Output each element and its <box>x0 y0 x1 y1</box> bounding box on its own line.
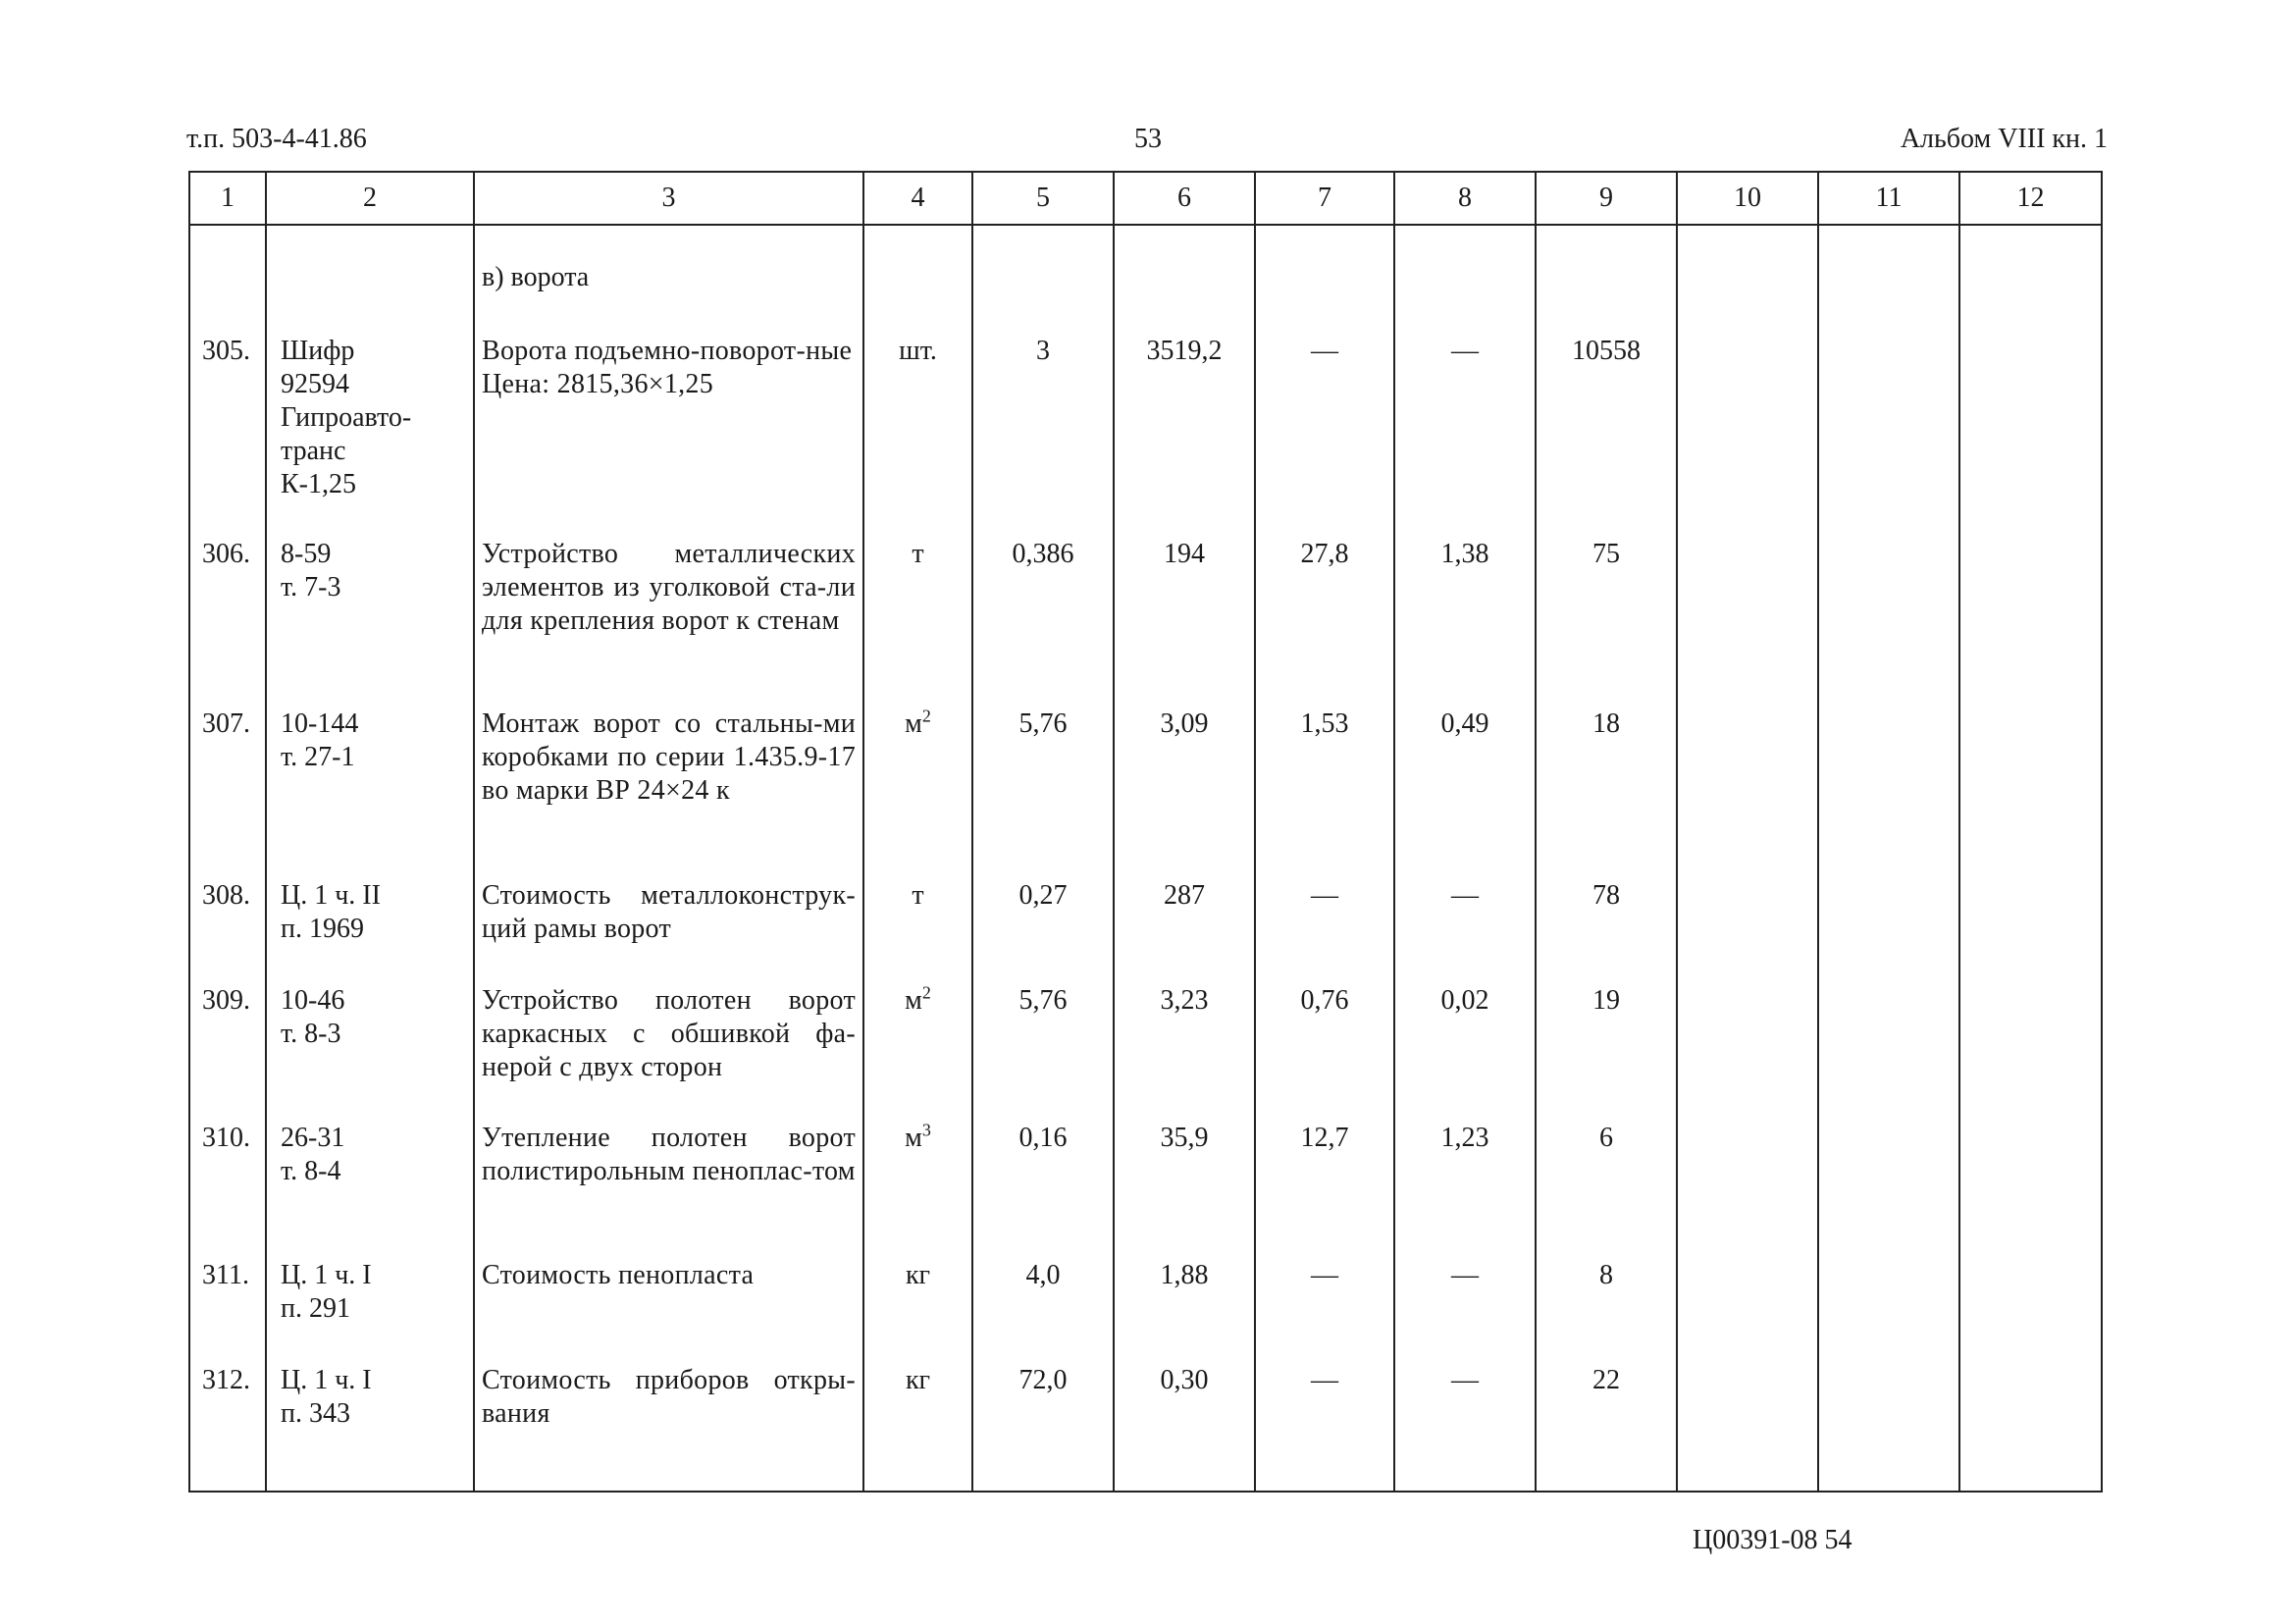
row-number: 309. <box>189 984 266 1122</box>
rate-code: Ц. 1 ч. I п. 343 <box>266 1364 474 1492</box>
row-number: 305. <box>189 335 266 538</box>
machine-wages: 1,38 <box>1394 538 1536 707</box>
row-number: 310. <box>189 1122 266 1259</box>
rate-code: Ц. 1 ч. I п. 291 <box>266 1259 474 1364</box>
quantity: 72,0 <box>972 1364 1114 1492</box>
column-numbers-row <box>189 172 2102 225</box>
machine-wages: — <box>1394 1364 1536 1492</box>
header-doc-code: т.п. 503-4-41.86 <box>186 124 367 154</box>
unit-text: шт. <box>899 336 937 366</box>
header-album: Альбом VIII кн. 1 <box>1900 124 2108 154</box>
unit-text: т <box>912 880 924 911</box>
wages-cost: 12,7 <box>1255 1122 1394 1259</box>
unit-text: м <box>905 708 922 739</box>
total-cost: 75 <box>1536 538 1677 707</box>
unit <box>863 707 972 879</box>
row-number: 306. <box>189 538 266 707</box>
footer-doc-code: Ц00391-08 54 <box>1693 1525 1852 1555</box>
quantity: 5,76 <box>972 984 1114 1122</box>
empty-cell <box>1677 1259 1818 1364</box>
empty-cell <box>1959 984 2102 1122</box>
table-row <box>189 984 2102 1122</box>
empty-cell <box>1818 538 1959 707</box>
empty-cell <box>1959 1122 2102 1259</box>
wages-cost: 0,76 <box>1255 984 1394 1122</box>
section-row <box>189 225 2102 335</box>
column-header: 9 <box>1536 172 1677 225</box>
rate-code: 26-31 т. 8-4 <box>266 1122 474 1259</box>
empty-cell <box>1959 879 2102 984</box>
unit <box>863 984 972 1122</box>
unit-text: т <box>912 539 924 569</box>
empty-cell <box>1818 1364 1959 1492</box>
machine-wages: — <box>1394 335 1536 538</box>
column-header: 3 <box>474 172 863 225</box>
empty-cell <box>1818 335 1959 538</box>
unit-exponent: 3 <box>921 1120 931 1140</box>
total-cost: 18 <box>1536 707 1677 879</box>
machine-wages: 0,49 <box>1394 707 1536 879</box>
unit-text: м <box>905 1123 922 1153</box>
column-header: 8 <box>1394 172 1536 225</box>
table-row <box>189 1364 2102 1492</box>
unit-cost: 3,23 <box>1114 984 1255 1122</box>
quantity: 0,27 <box>972 879 1114 984</box>
empty-cell <box>1677 335 1818 538</box>
total-cost: 8 <box>1536 1259 1677 1364</box>
unit-cost: 287 <box>1114 879 1255 984</box>
unit <box>863 1259 972 1364</box>
row-number: 307. <box>189 707 266 879</box>
column-header: 1 <box>189 172 266 225</box>
table-row <box>189 879 2102 984</box>
wages-cost: — <box>1255 879 1394 984</box>
row-number: 311. <box>189 1259 266 1364</box>
unit-cost: 1,88 <box>1114 1259 1255 1364</box>
table-row <box>189 538 2102 707</box>
work-description: Стоимость металлоконструк-ций рамы ворот <box>474 879 863 984</box>
unit <box>863 1122 972 1259</box>
row-number: 308. <box>189 879 266 984</box>
empty-cell <box>1818 984 1959 1122</box>
table-row <box>189 1259 2102 1364</box>
unit-cost: 0,30 <box>1114 1364 1255 1492</box>
unit-exponent: 2 <box>921 706 931 726</box>
column-header: 6 <box>1114 172 1255 225</box>
column-header: 2 <box>266 172 474 225</box>
unit <box>863 335 972 538</box>
rate-code: Шифр 92594 Гипроавто- транс К-1,25 <box>266 335 474 538</box>
quantity: 4,0 <box>972 1259 1114 1364</box>
column-header: 12 <box>1959 172 2102 225</box>
column-header: 7 <box>1255 172 1394 225</box>
section-title: в) ворота <box>474 225 863 335</box>
work-description: Устройство полотен ворот каркасных с обшивкой фа-нерой с двух сторон <box>474 984 863 1122</box>
unit-text: кг <box>905 1365 931 1395</box>
empty-cell <box>1959 707 2102 879</box>
total-cost: 6 <box>1536 1122 1677 1259</box>
wages-cost: — <box>1255 1364 1394 1492</box>
unit-cost: 3,09 <box>1114 707 1255 879</box>
row-number: 312. <box>189 1364 266 1492</box>
unit <box>863 538 972 707</box>
rate-code: 10-46 т. 8-3 <box>266 984 474 1122</box>
machine-wages: — <box>1394 1259 1536 1364</box>
unit-cost: 194 <box>1114 538 1255 707</box>
wages-cost: — <box>1255 1259 1394 1364</box>
empty-cell <box>1677 1364 1818 1492</box>
total-cost: 19 <box>1536 984 1677 1122</box>
table-row <box>189 1122 2102 1259</box>
column-header: 10 <box>1677 172 1818 225</box>
machine-wages: 0,02 <box>1394 984 1536 1122</box>
column-header: 4 <box>863 172 972 225</box>
unit-text: м <box>905 985 922 1016</box>
empty-cell <box>1818 1122 1959 1259</box>
empty-cell <box>1677 707 1818 879</box>
wages-cost: 1,53 <box>1255 707 1394 879</box>
wages-cost: 27,8 <box>1255 538 1394 707</box>
empty-cell <box>1677 1122 1818 1259</box>
empty-cell <box>1818 1259 1959 1364</box>
empty-cell <box>1818 879 1959 984</box>
work-description: Стоимость пенопласта <box>474 1259 863 1364</box>
unit-cost: 3519,2 <box>1114 335 1255 538</box>
quantity: 0,386 <box>972 538 1114 707</box>
quantity: 5,76 <box>972 707 1114 879</box>
work-description: Утепление полотен ворот полистирольным пеноплас-том <box>474 1122 863 1259</box>
table-row <box>189 335 2102 538</box>
unit <box>863 1364 972 1492</box>
machine-wages: 1,23 <box>1394 1122 1536 1259</box>
rate-code: 10-144 т. 27-1 <box>266 707 474 879</box>
empty-cell <box>1677 984 1818 1122</box>
work-description: Устройство металлических элементов из уголковой ста-ли для крепления ворот к стенам <box>474 538 863 707</box>
wages-cost: — <box>1255 335 1394 538</box>
empty-cell <box>1677 879 1818 984</box>
quantity: 0,16 <box>972 1122 1114 1259</box>
work-description: Стоимость приборов откры-вания <box>474 1364 863 1492</box>
empty-cell <box>1959 1259 2102 1364</box>
rate-code: 8-59 т. 7-3 <box>266 538 474 707</box>
empty-cell <box>1818 707 1959 879</box>
empty-cell <box>1959 538 2102 707</box>
unit-text: кг <box>905 1260 931 1290</box>
rate-code: Ц. 1 ч. II п. 1969 <box>266 879 474 984</box>
column-header: 5 <box>972 172 1114 225</box>
work-description: Ворота подъемно-поворот-ные Цена: 2815,36×1,25 <box>474 335 863 538</box>
table-row <box>189 707 2102 879</box>
empty-cell <box>1959 1364 2102 1492</box>
work-description: Монтаж ворот со стальны-ми коробками по серии 1.435.9-17 во марки ВР 24×24 к <box>474 707 863 879</box>
unit <box>863 879 972 984</box>
total-cost: 10558 <box>1536 335 1677 538</box>
quantity: 3 <box>972 335 1114 538</box>
header-page-number: 53 <box>1134 124 1162 154</box>
column-header: 11 <box>1818 172 1959 225</box>
total-cost: 78 <box>1536 879 1677 984</box>
machine-wages: — <box>1394 879 1536 984</box>
total-cost: 22 <box>1536 1364 1677 1492</box>
unit-exponent: 2 <box>921 982 931 1003</box>
estimate-table <box>188 171 2103 1493</box>
empty-cell <box>1677 538 1818 707</box>
unit-cost: 35,9 <box>1114 1122 1255 1259</box>
empty-cell <box>1959 335 2102 538</box>
